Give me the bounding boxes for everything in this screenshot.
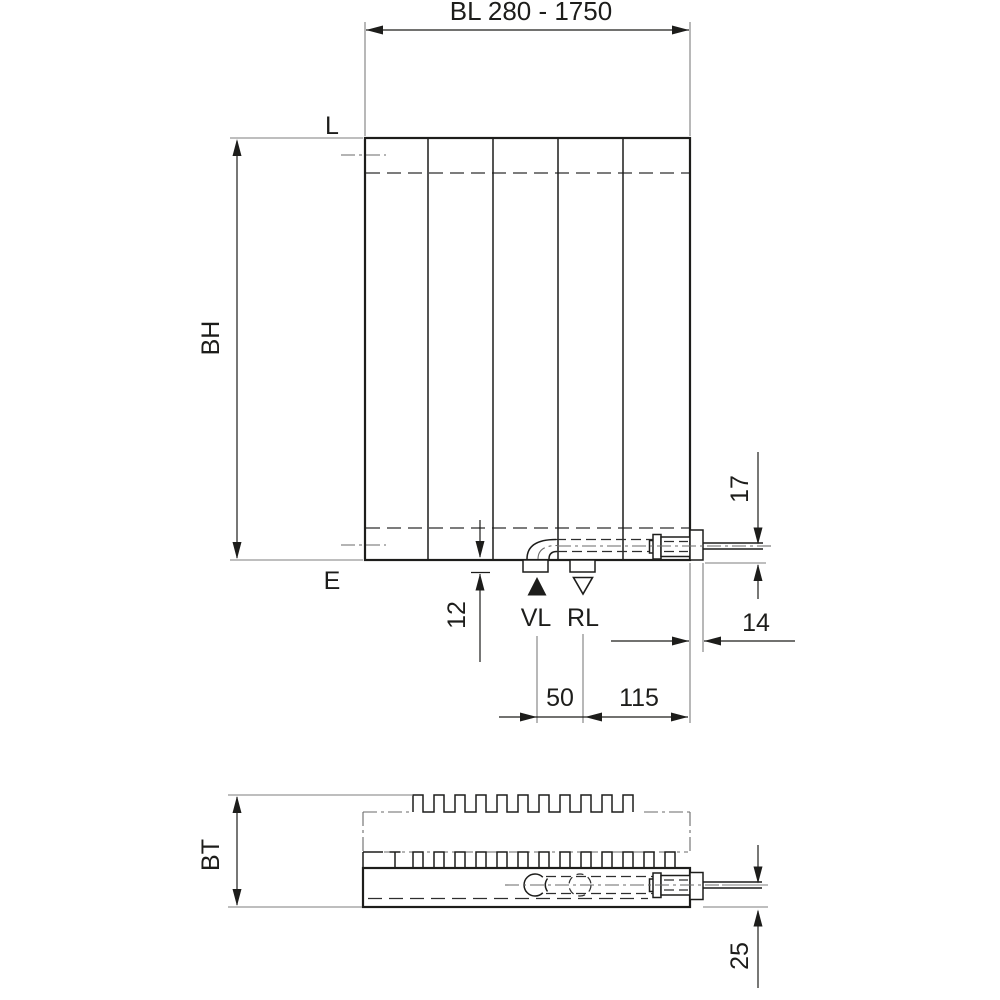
label-vl: VL [520,604,552,632]
valve-insert [650,535,691,560]
arrowhead [754,867,763,884]
side-connector-block-bottom [690,873,703,900]
arrowhead [754,910,763,927]
supply-connection-tab [523,560,548,572]
dim-label-bh: BH [197,320,225,356]
dim-label-bt: BT [197,839,225,871]
dim-50-115-spacing [499,563,690,723]
arrowhead [671,713,688,722]
arrowhead [476,574,485,591]
radiator-panel-joints [428,139,623,559]
arrowhead [754,564,763,581]
label-bottom-edge-e [230,560,363,595]
dim-bl-width [365,0,690,136]
arrowhead [476,541,485,558]
dim-label-50: 50 [546,684,574,712]
dim-label-bl: BL 280 - 1750 [449,0,613,26]
bottom-view [363,795,762,907]
return-triangle-icon [574,578,593,595]
label-rl: RL [567,604,599,632]
dim-label-14: 14 [742,609,770,637]
arrowhead [366,26,383,35]
arrowhead [520,713,537,722]
edge-label-l: L [325,112,339,140]
dim-label-17: 17 [726,475,754,503]
elbow-pipe [527,540,653,560]
dim-label-12: 12 [443,601,471,629]
side-connector-block [690,530,703,560]
fin-row-left-details [363,852,401,868]
dim-label-115: 115 [619,684,659,712]
arrowhead [233,542,242,559]
arrowhead [754,528,763,545]
arrowhead [233,889,242,906]
dim-bh-height [197,139,242,559]
dim-17-pipe-height [705,452,766,599]
edge-label-e: E [323,567,341,595]
bottom-body-profile [363,868,690,907]
rear-fin-row [413,795,633,812]
arrowhead [585,713,602,722]
dim-25-pipe-depth [703,845,768,988]
dim-12-connection-offset [443,520,490,662]
dim-label-25: 25 [726,942,754,970]
front-fin-row [413,852,675,868]
arrowhead [672,26,689,35]
arrowhead [233,139,242,156]
radiator-body [365,138,690,560]
dim-14-side-offset [611,563,795,652]
front-view [341,138,772,572]
label-top-edge-l [230,112,363,140]
arrowhead [672,637,689,646]
flow-markers [521,577,599,632]
supply-triangle-icon [528,577,547,596]
return-connection-tab [570,560,595,572]
arrowhead [704,637,721,646]
arrowhead [233,796,242,813]
